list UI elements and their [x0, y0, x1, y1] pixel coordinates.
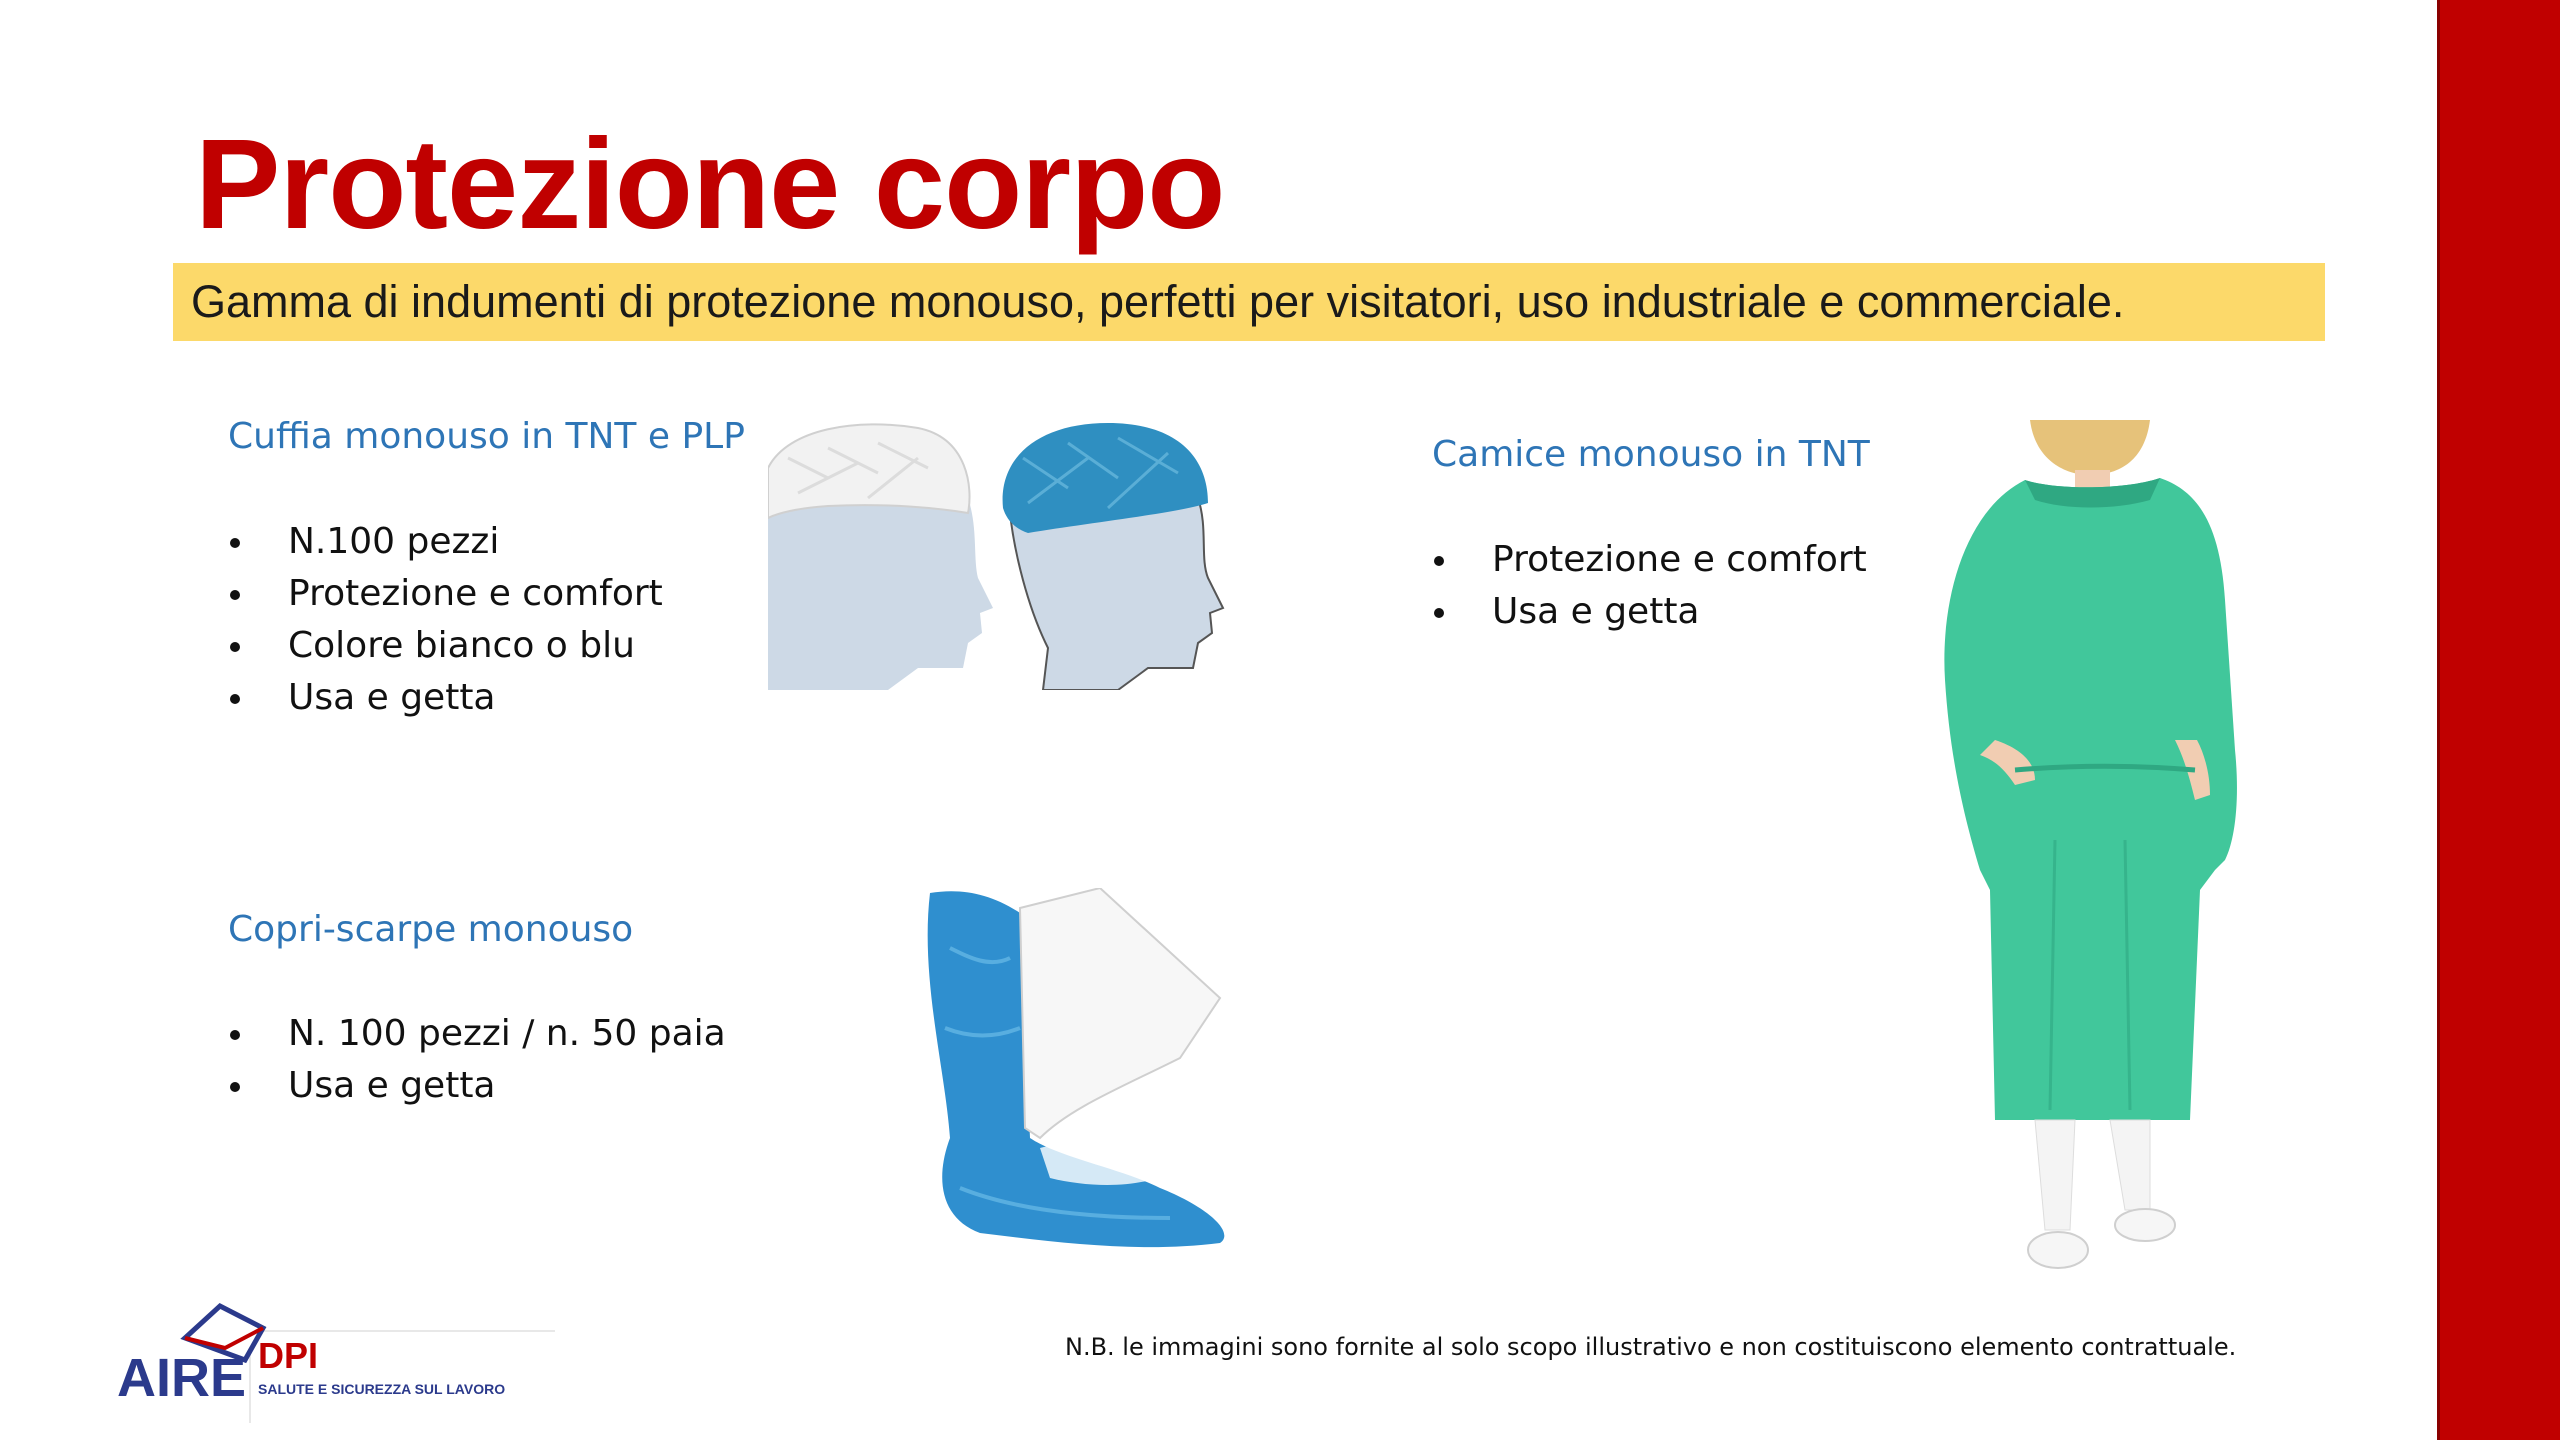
company-logo — [115, 1298, 555, 1423]
logo-brand: AIRE — [117, 1348, 247, 1408]
white-cap — [768, 424, 970, 518]
side-accent-bar — [2437, 0, 2560, 1440]
logo-tagline: SALUTE E SICUREZZA SUL LAVORO — [258, 1381, 506, 1397]
bullet-item: Usa e getta — [228, 1060, 726, 1112]
bullet-item: Colore bianco o blu — [228, 620, 663, 672]
bullet-item: N.100 pezzi — [228, 516, 663, 568]
slide-title: Protezione corpo — [195, 113, 1225, 256]
footnote: N.B. le immagini sono fornite al solo scopo illustrativo e non costituiscono elemento contrattuale. — [1065, 1333, 2237, 1361]
subtitle-band — [173, 263, 2325, 341]
section-heading-camice: Camice monouso in TNT — [1432, 434, 1870, 475]
bullet-item: Protezione e comfort — [1432, 534, 1867, 586]
bullet-list-copriscarpe — [228, 1008, 726, 1112]
bullet-list-camice — [1432, 534, 1867, 638]
shoe — [2115, 1209, 2175, 1241]
shoe-cover-illustration — [920, 888, 1235, 1248]
logo-product: DPI — [258, 1335, 319, 1376]
green-gown — [1944, 478, 2237, 1120]
white-shoe-cover — [1020, 888, 1220, 1138]
bullet-list-cuffia — [228, 516, 663, 724]
bullet-item: Usa e getta — [1432, 586, 1867, 638]
section-heading-cuffia: Cuffia monouso in TNT e PLP — [228, 416, 745, 457]
bullet-item: N. 100 pezzi / n. 50 paia — [228, 1008, 726, 1060]
section-heading-copriscarpe: Copri-scarpe monouso — [228, 909, 634, 950]
cap-illustration — [768, 418, 1228, 690]
bullet-item: Protezione e comfort — [228, 568, 663, 620]
subtitle-text: Gamma di indumenti di protezione monouso, perfetti per visitatori, uso industriale e commerciale. — [191, 276, 2125, 327]
shoe — [2028, 1232, 2088, 1268]
hair — [2030, 420, 2150, 475]
gown-illustration — [1935, 420, 2275, 1290]
bullet-item: Usa e getta — [228, 672, 663, 724]
